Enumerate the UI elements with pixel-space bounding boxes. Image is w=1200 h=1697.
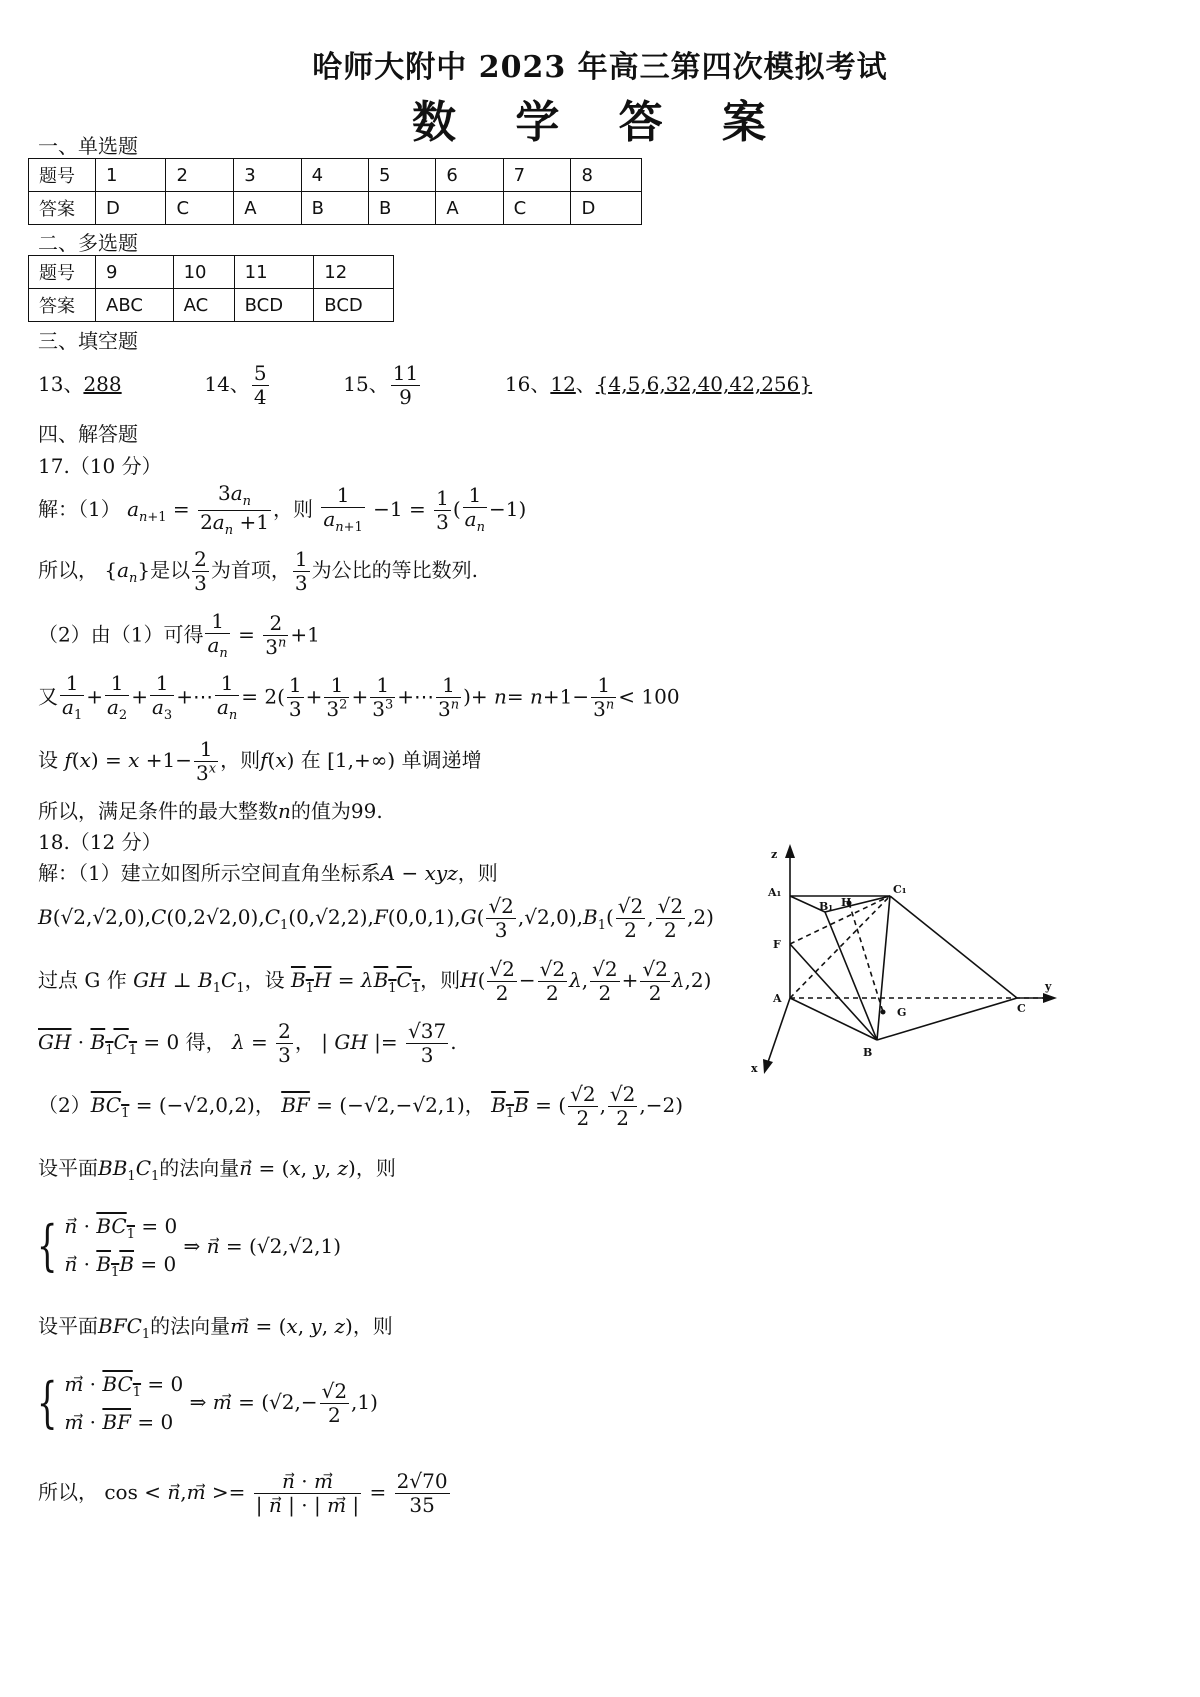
table-cell: 6 bbox=[436, 159, 503, 192]
p18-line-6: 设平面$BB_1C_1$的法向量n⃗ = (x, y, z)，则 bbox=[38, 1156, 396, 1184]
table-cell: 3 bbox=[234, 159, 301, 192]
table-cell: 1 bbox=[96, 159, 166, 192]
page-subtitle: 数 学 答 案 bbox=[412, 97, 788, 148]
row-label: 题号 bbox=[29, 159, 96, 192]
table-cell: A bbox=[234, 192, 301, 225]
table-cell: 11 bbox=[234, 256, 314, 289]
single-choice-table bbox=[28, 158, 642, 225]
table-row bbox=[29, 192, 642, 225]
multi-choice-table bbox=[28, 255, 394, 322]
row-label: 答案 bbox=[29, 289, 96, 322]
p17-line-1: 解：（1） $a_{n+1}$ = $\frac{3a_n}{2a_n +1}$ ，则 $\frac{1}{a_{n+1}}$ −1 = $\frac{1}{3}$ ( $\frac{1}{a_n}$ −1) bbox=[38, 481, 527, 538]
fig-label: G bbox=[897, 1006, 907, 1019]
table-cell: 12 bbox=[314, 256, 394, 289]
coordinate-figure bbox=[745, 840, 1075, 1090]
fig-label: A₁ bbox=[768, 886, 782, 899]
fill-answers: 13、288 14、 $\frac{5}{4}$ 15、 $\frac{11}{9}$ 16、12、{4,5,6,32,40,42,256} bbox=[38, 361, 813, 409]
table-cell: 10 bbox=[173, 256, 234, 289]
table-cell: BCD bbox=[314, 289, 394, 322]
p18-line-5: $(2)BC_1 = (-√2,0,2)$， $\overline{BF} = (-√2,-√2,1)$， $B_1B$ = ( $\frac{√2}{2}$ , $\frac{√2}{2}$ ,−2) bbox=[38, 1082, 684, 1130]
table-cell: ABC bbox=[96, 289, 174, 322]
x-axis bbox=[767, 998, 790, 1065]
table-cell: B bbox=[301, 192, 368, 225]
p17-line-4: 又 $\frac{1}{a_1}$ + $\frac{1}{a_2}$ + $\frac{1}{a_3}$ +⋯ $\frac{1}{a_n}$ = 2( $\frac{1}{3}$ + $\frac{1}{3^2}$ + $\frac{1}{3^3}$ +⋯ $\frac{1}{3^n}$ )+ n= n+1− $\frac{1}{3^n}$ < 100 bbox=[38, 671, 680, 723]
problem-18-heading: 18.（12 分） bbox=[38, 830, 162, 854]
table-row bbox=[29, 256, 394, 289]
fig-label: B₁ bbox=[819, 900, 834, 913]
table-row bbox=[29, 289, 394, 322]
fig-label: y bbox=[1045, 980, 1052, 993]
fig-label: x bbox=[751, 1062, 758, 1075]
q16-label: 16、 bbox=[504, 372, 551, 396]
page-title: 哈师大附中 2023 年高三第四次模拟考试 bbox=[312, 50, 888, 85]
p17-line-6: 所以，满足条件的最大整数n的值为99. bbox=[38, 799, 383, 823]
p18-line-3: 过点 G 作 GH ⊥ $B_1C_1$，设 $B_1H = \lambda B_1C_1$，则H( $\frac{√2}{2}$ − $\frac{√2}{2}$ λ, $\frac{√2}{2}$ + $\frac{√2}{2}$ λ,2) bbox=[38, 957, 712, 1005]
p18-line-10: 所以， cos < n⃗,m⃗ >= $\frac{n⃗ \cdot m}{| n⃗ | \cdot | m⃗ |}$ = $\frac{2√70}{35}$ bbox=[38, 1469, 448, 1517]
p18-line-8: 设平面$BFC_1$的法向量m⃗ = (x, y, z)，则 bbox=[38, 1314, 393, 1342]
table-cell: 5 bbox=[368, 159, 435, 192]
table-cell: BCD bbox=[234, 289, 314, 322]
table-cell: 8 bbox=[571, 159, 642, 192]
q14-label: 14、 bbox=[204, 372, 250, 396]
table-cell: 9 bbox=[96, 256, 174, 289]
table-cell: 7 bbox=[503, 159, 571, 192]
point-g bbox=[881, 1010, 886, 1015]
p18-system-1: { n⃗ · $BC_1 = 0$ n⃗ · $B_1B = 0$ ⇒ n⃗ = (√2,√2,1) bbox=[36, 1214, 342, 1281]
fig-label: C bbox=[1017, 1002, 1026, 1015]
row-label: 题号 bbox=[29, 256, 96, 289]
section-single-choice: 一、单选题 bbox=[38, 134, 138, 158]
p17-line-5: 设 f(x) = x +1− $\frac{1}{3^x}$ ，则f(x) 在 [1,+∞) 单调递增 bbox=[38, 737, 482, 785]
p18-line-2: $B(√2,√2,0),C(0,2√2,0),C_1(0,√2,2),F(0,0,1),G$( $\frac{√2}{3}$ $,√2,0),B_1$( $\frac{√2}{2}$ , $\frac{√2}{2}$ ,2) bbox=[38, 894, 714, 942]
fig-label: A bbox=[773, 992, 782, 1005]
problem-17-heading: 17.（10 分） bbox=[38, 454, 162, 478]
section-fill-in: 三、填空题 bbox=[38, 329, 138, 353]
fig-label: B bbox=[863, 1046, 873, 1059]
q15-answer: $\frac{11}{9}$ bbox=[392, 361, 419, 409]
table-cell: 4 bbox=[301, 159, 368, 192]
p18-line-1: 解：（1）建立如图所示空间直角坐标系A − xyz，则 bbox=[38, 861, 498, 885]
q13-label: 13、 bbox=[38, 372, 84, 396]
p17-line-2: 所以， $\{a_n\}$是以 $\frac{2}{3}$ 为首项， $\frac{1}{3}$ 为公比的等比数列. bbox=[38, 547, 478, 595]
q16-answer-1: 12 bbox=[550, 372, 576, 396]
q13-answer: 288 bbox=[83, 372, 122, 396]
table-cell: D bbox=[96, 192, 166, 225]
table-cell: A bbox=[436, 192, 503, 225]
table-cell: C bbox=[503, 192, 571, 225]
q15-label: 15、 bbox=[343, 372, 389, 396]
table-cell: C bbox=[166, 192, 234, 225]
table-cell: D bbox=[571, 192, 642, 225]
p17-line-3: （2）由（1）可得 $\frac{1}{a_n}$ = $\frac{2}{3^n}$ +1 bbox=[38, 609, 320, 661]
q16-answer-2: {4,5,6,32,40,42,256} bbox=[595, 372, 813, 396]
table-cell: B bbox=[368, 192, 435, 225]
table-cell: AC bbox=[173, 289, 234, 322]
section-solutions: 四、解答题 bbox=[38, 422, 138, 446]
table-row bbox=[29, 159, 642, 192]
row-label: 答案 bbox=[29, 192, 96, 225]
p18-system-2: { m⃗ · $BC_1 = 0$ m⃗ · $\overline{BF} = 0$ ⇒ m⃗ = (√2,− $\frac{√2}{2}$ ,1) bbox=[36, 1371, 378, 1435]
table-cell: 2 bbox=[166, 159, 234, 192]
section-multi-choice: 二、多选题 bbox=[38, 231, 138, 255]
fig-label: C₁ bbox=[893, 883, 907, 896]
q14-answer: $\frac{5}{4}$ bbox=[253, 361, 267, 409]
fig-label: F bbox=[773, 938, 781, 951]
fig-label: z bbox=[771, 848, 778, 861]
p18-line-4: $\overline{GH} \cdot B_1C_1 = 0$ 得， λ = $\frac{2}{3}$ ， | GH |= $\frac{√37}{3}$ . bbox=[38, 1019, 457, 1067]
fig-label: H bbox=[841, 896, 852, 909]
